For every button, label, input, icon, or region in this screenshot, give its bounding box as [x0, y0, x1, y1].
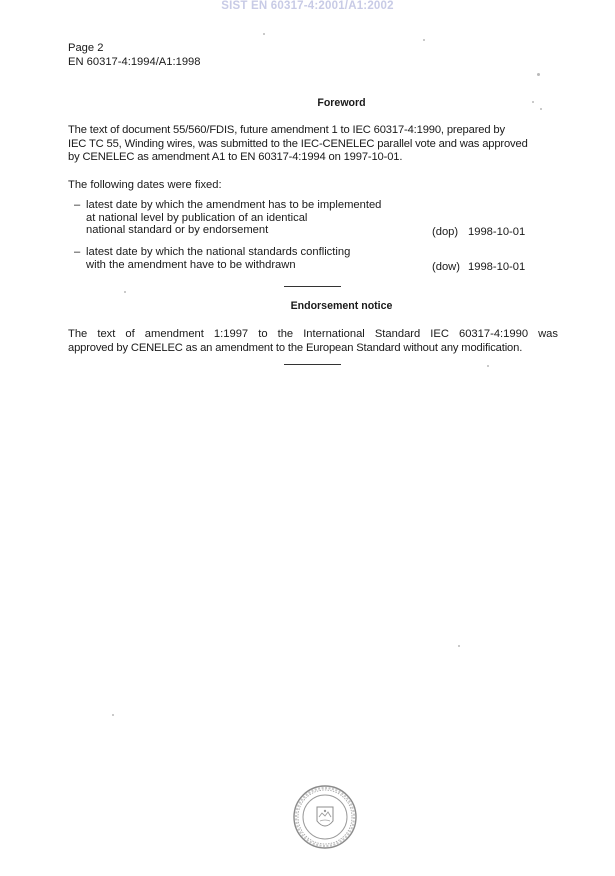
scan-speck — [423, 39, 425, 41]
foreword-line: The text of document 55/560/FDIS, future amendment 1 to IEC 60317-4:1990, prepared by — [68, 124, 505, 136]
endorsement-title: Endorsement notice — [290, 300, 393, 312]
section-divider — [284, 286, 341, 287]
scan-speck — [532, 101, 534, 103]
endorsement-line: approved by CENELEC as an amendment to the European Standard without any modification. — [68, 341, 523, 354]
date-code: (dop) — [432, 226, 459, 238]
list-dash: – — [74, 246, 81, 258]
scan-speck — [263, 33, 265, 35]
date-value: 1998-10-01 — [468, 261, 526, 273]
date-code: (dow) — [432, 261, 460, 273]
date-item-dop — [74, 199, 544, 239]
watermark: SIST EN 60317-4:2001/A1:2002 — [221, 0, 394, 12]
page-header — [68, 41, 201, 69]
section-divider — [284, 364, 341, 365]
date-item-line: at national level by publication of an identical — [86, 211, 308, 224]
date-item-line: with the amendment have to be withdrawn — [86, 258, 296, 271]
scan-speck — [124, 291, 126, 293]
foreword-title: Foreword — [317, 97, 366, 109]
foreword-line: by CENELEC as amendment A1 to EN 60317-4:1994 on 1997-10-01. — [68, 151, 403, 164]
page-number: Page 2 — [68, 42, 104, 54]
date-item-description — [86, 199, 426, 237]
seal-stamp-icon — [291, 783, 359, 856]
dates-intro: The following dates were fixed: — [68, 179, 222, 191]
scan-speck — [458, 645, 460, 647]
endorsement-line: The text of amendment 1:1997 to the International Standard IEC 60317-4:1990 was — [68, 328, 558, 340]
scan-speck — [112, 714, 114, 716]
list-dash: – — [74, 199, 81, 211]
standard-designation: EN 60317-4:1994/A1:1998 — [68, 56, 201, 68]
date-item-line: latest date by which the amendment has to be implemented — [86, 199, 382, 211]
date-item-line: latest date by which the national standards conflicting — [86, 246, 351, 258]
foreword-line: IEC TC 55, Winding wires, was submitted to the IEC-CENELEC parallel vote and was approved — [68, 137, 528, 150]
foreword-paragraph — [68, 124, 558, 165]
date-item-line: national standard or by endorsement — [86, 224, 269, 237]
scan-speck — [537, 73, 540, 76]
scan-speck — [540, 108, 542, 110]
date-item-description — [86, 246, 426, 271]
date-value: 1998-10-01 — [468, 226, 526, 238]
scan-speck — [487, 365, 489, 367]
endorsement-paragraph — [68, 328, 558, 355]
date-item-dow — [74, 246, 544, 274]
